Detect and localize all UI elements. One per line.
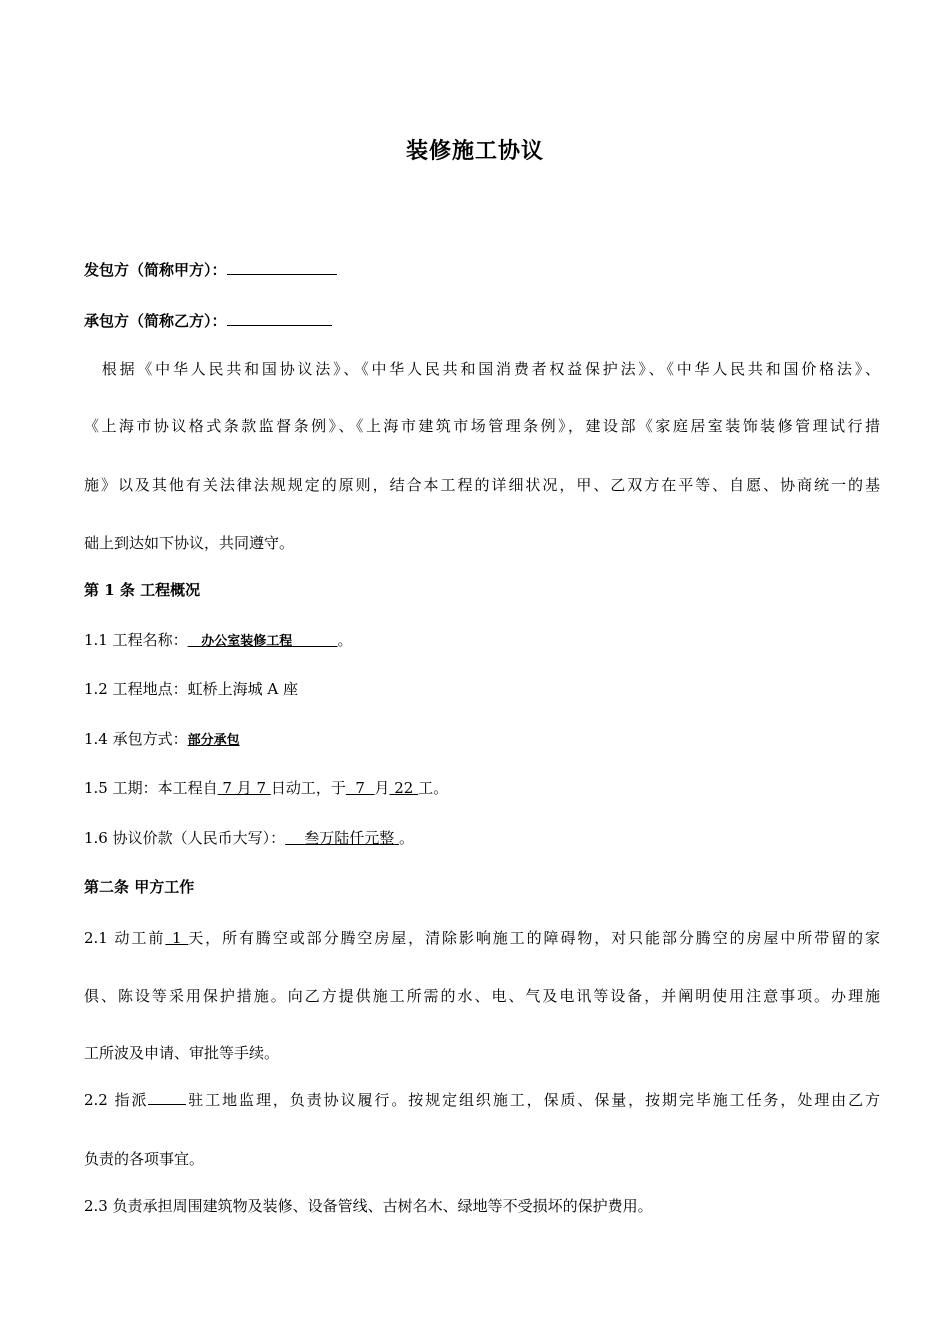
- party-a-line: [84, 260, 880, 280]
- party-a-label: 发包方（简称甲方）：: [84, 261, 227, 279]
- article-2-heading: 第二条 甲方工作: [84, 878, 195, 896]
- supervisor-blank: [148, 1090, 186, 1105]
- contract-price-value: 叁万陆仟元整: [304, 829, 395, 847]
- item-1-1-label: 1.1 工程名称：: [84, 631, 188, 649]
- item-1-1: 1.1 工程名称： 办公室装修工程 。: [84, 631, 353, 649]
- item-2-2-line: 2.2 指派 驻工地监理，负责协议履行。按规定组织施工，保质、保量，按期完毕施工任务，处理由乙方: [84, 1091, 881, 1109]
- end-day-value: 22: [394, 779, 414, 797]
- item-2-1-line: 工所波及申请、审批等手续。: [84, 1044, 280, 1062]
- party-b-label: 承包方（简称乙方）：: [84, 312, 227, 330]
- article-1-heading: 第 1 条 工程概况: [84, 581, 201, 599]
- preamble-line: 《上海市协议格式条款监督条例》、《上海市建筑市场管理条例》，建设部《家庭居室装饰装修管理试行措: [84, 417, 880, 435]
- contract-mode-value: 部分承包: [187, 733, 240, 748]
- item-2-1-line: 2.1 动工前 1 天，所有腾空或部分腾空房屋，清除影响施工的障碍物，对只能部分腾空的房屋中所带留的家: [84, 929, 880, 947]
- item-1-5: 1.5 工期：本工程自 7 月 7 日动工，于 7 月 22 工。: [84, 779, 449, 797]
- preamble-line: 根据《中华人民共和国协议法》、《中华人民共和国消费者权益保护法》、《中华人民共和国价格法》、: [84, 360, 880, 378]
- item-2-2-line: 负责的各项事宜。: [84, 1150, 205, 1168]
- preamble-line: 施》以及其他有关法律法规规定的原则，结合本工程的详细状况，甲、乙双方在平等、自愿、协商统一的基: [84, 476, 880, 494]
- party-b-line: [84, 311, 880, 331]
- item-2-3: 2.3 负责承担周围建筑物及装修、设备管线、古树名木、绿地等不受损坏的保护费用。: [84, 1197, 653, 1215]
- item-1-2: 1.2 工程地点：虹桥上海城 A 座: [84, 680, 298, 698]
- item-1-6: 1.6 协议价款（人民币大写）： 叁万陆仟元整 。: [84, 829, 415, 847]
- document-title: 装修施工协议: [405, 138, 544, 164]
- end-month-value: 7: [355, 779, 365, 797]
- project-name-value: 办公室装修工程: [201, 634, 293, 649]
- party-b-blank: [227, 311, 332, 326]
- start-date-value: 7 月 7: [222, 779, 267, 797]
- party-a-blank: [227, 260, 337, 275]
- preamble-line: 础上到达如下协议，共同遵守。: [84, 534, 295, 552]
- days-before-value: 1: [172, 929, 182, 947]
- item-2-1-line: 俱、陈设等采用保护措施。向乙方提供施工所需的水、电、气及电讯等设备，并阐明使用注意事项。办理施: [84, 987, 880, 1005]
- item-1-4-label: 1.4 承包方式：: [84, 730, 188, 748]
- item-1-4: [84, 729, 880, 751]
